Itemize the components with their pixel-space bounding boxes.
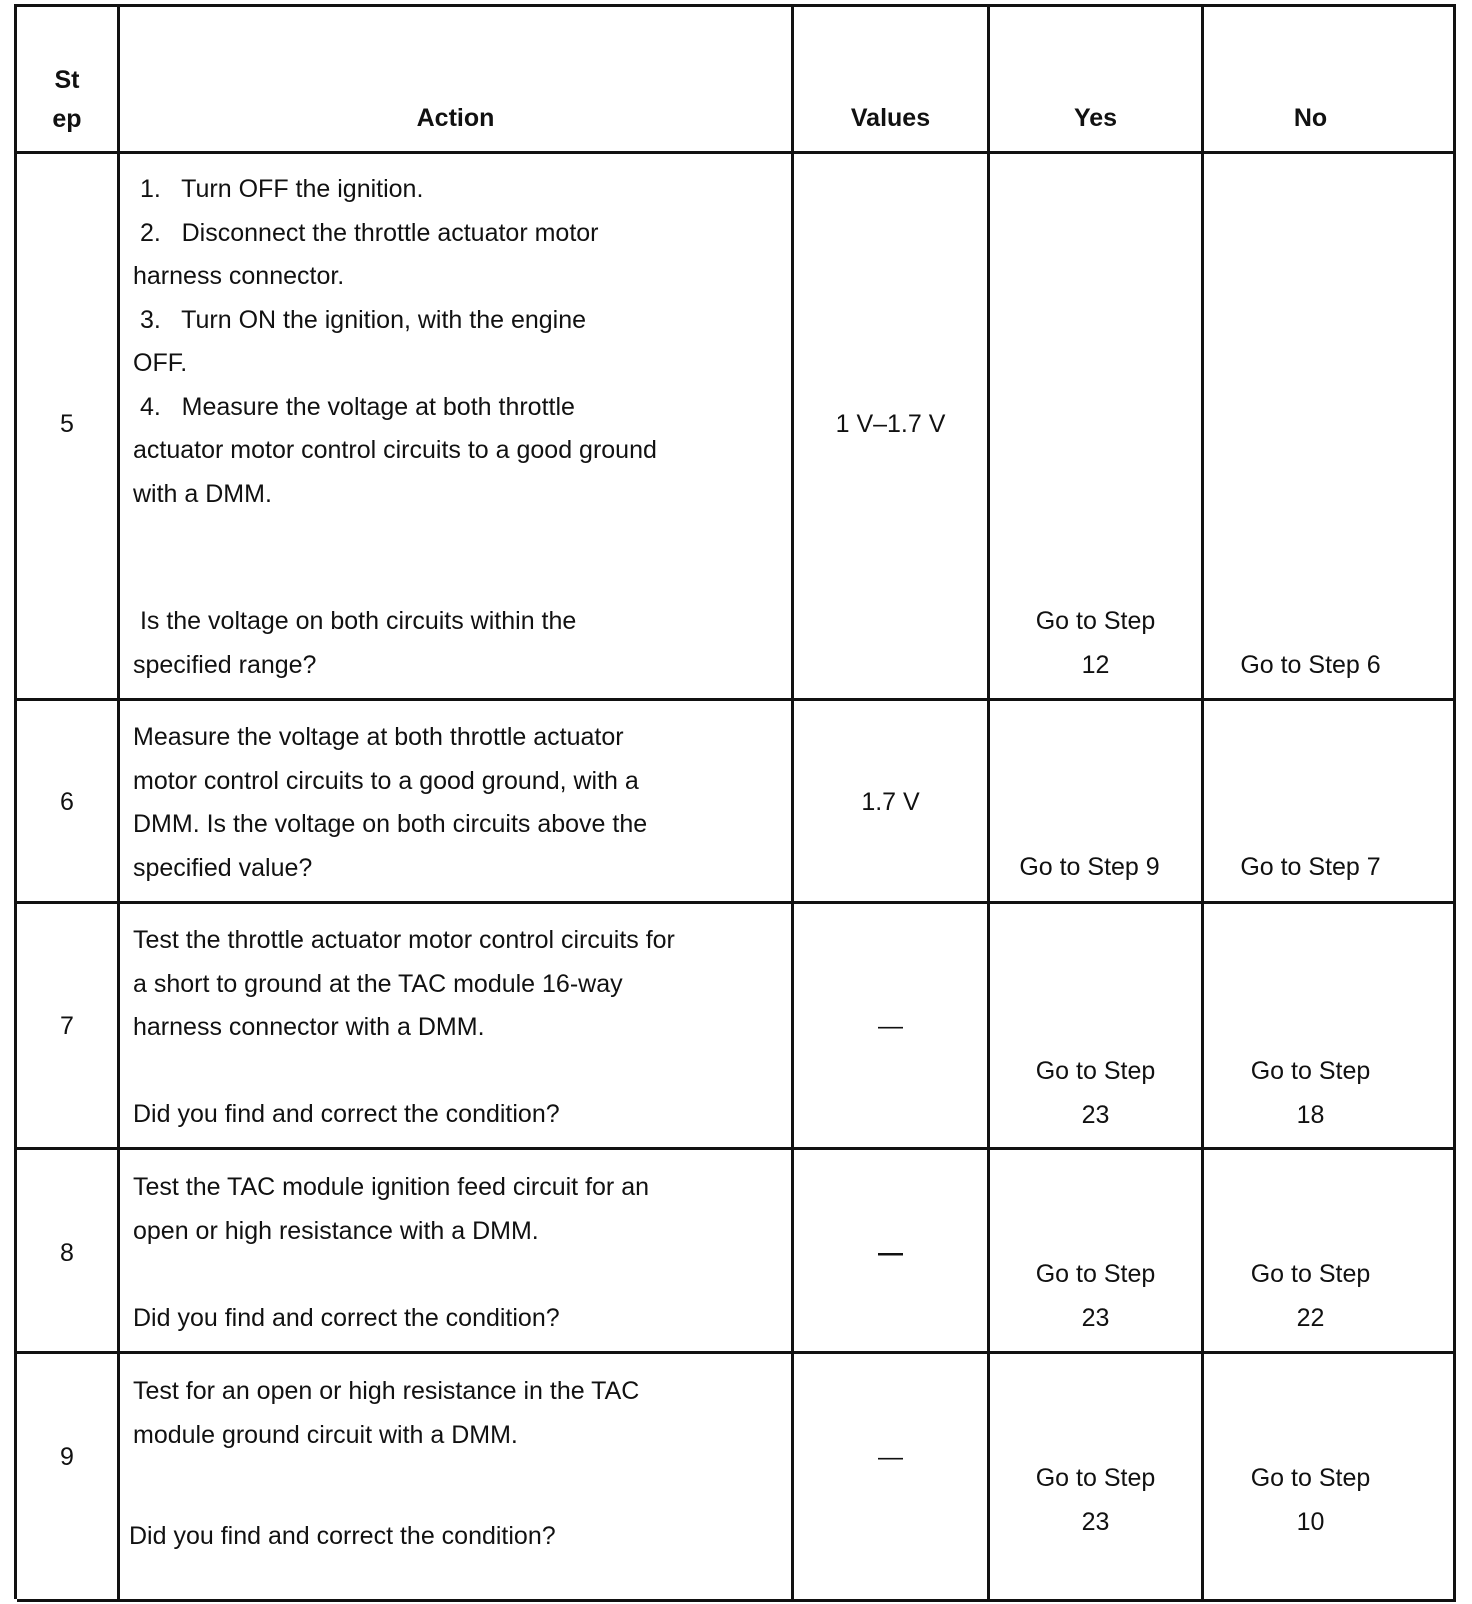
step-number: 5 — [60, 410, 74, 438]
action-question: Is the voltage on both circuits within the specified range? — [133, 607, 577, 679]
table-row — [17, 904, 1456, 1150]
no-cell — [1204, 701, 1456, 904]
action-question: Did you find and correct the condition? — [133, 1304, 560, 1332]
value-text: — — [878, 1239, 903, 1267]
header-values-cell — [794, 7, 990, 154]
action-line: 2. Disconnect the throttle actuator motor — [133, 218, 599, 247]
header-step-cell — [17, 7, 120, 154]
no-cell — [1204, 1150, 1456, 1354]
header-row — [17, 7, 1456, 154]
header-action-cell — [120, 7, 794, 154]
header-no-cell — [1204, 7, 1456, 154]
action-line: actuator motor control circuits to a good ground — [133, 436, 657, 464]
action-text: Test the TAC module ignition feed circuit for an open or high resistance with a DMM. — [133, 1173, 650, 1245]
action-cell — [120, 701, 794, 904]
value-cell — [794, 904, 990, 1150]
value-text: 1.7 V — [861, 788, 920, 816]
yes-cell — [990, 154, 1204, 701]
header-values: Values — [850, 104, 931, 132]
value-cell — [794, 1150, 990, 1354]
value-text: — — [878, 1443, 903, 1471]
diagnostic-table — [14, 4, 1456, 1599]
yes-text: Go to Step 23 — [1035, 1260, 1156, 1332]
action-text: Test for an open or high resistance in the TAC module ground circuit with a DMM. — [133, 1377, 640, 1449]
yes-text: Go to Step 12 — [1035, 607, 1156, 679]
step-cell — [17, 1150, 120, 1354]
yes-text: Go to Step 23 — [1035, 1057, 1156, 1129]
no-text: Go to Step 22 — [1250, 1260, 1371, 1332]
action-question: Did you find and correct the condition? — [133, 1100, 560, 1128]
action-cell — [120, 1150, 794, 1354]
no-text: Go to Step 18 — [1250, 1057, 1371, 1129]
header-step: St ep — [52, 66, 82, 133]
step-number: 8 — [60, 1239, 74, 1267]
action-steps — [133, 168, 657, 516]
yes-text: Go to Step 9 — [1019, 853, 1160, 881]
step-number: 7 — [60, 1012, 74, 1040]
step-number: 9 — [60, 1443, 74, 1471]
table-row — [17, 1150, 1456, 1354]
table-row — [17, 154, 1456, 701]
action-line: 3. Turn ON the ignition, with the engine — [133, 305, 587, 334]
step-cell — [17, 1354, 120, 1602]
table-row — [17, 701, 1456, 904]
action-cell — [120, 904, 794, 1150]
action-line: 4. Measure the voltage at both throttle — [133, 392, 575, 421]
action-cell — [120, 154, 794, 701]
step-number: 6 — [60, 788, 74, 816]
action-line: 1. Turn OFF the ignition. — [133, 175, 424, 203]
value-cell — [794, 701, 990, 904]
action-question: Did you find and correct the condition? — [129, 1522, 556, 1550]
header-no: No — [1293, 104, 1328, 132]
step-cell — [17, 154, 120, 701]
no-cell — [1204, 904, 1456, 1150]
header-yes: Yes — [1073, 104, 1118, 132]
yes-cell — [990, 701, 1204, 904]
action-line: OFF. — [133, 349, 188, 377]
header-action: Action — [416, 104, 495, 132]
yes-text: Go to Step 23 — [1035, 1464, 1156, 1536]
yes-cell — [990, 1150, 1204, 1354]
no-text: Go to Step 6 — [1240, 651, 1381, 679]
action-text: Measure the voltage at both throttle actuator motor control circuits to a good ground, with a DMM. Is the voltage on both circuits above the specified value? — [133, 723, 648, 882]
step-cell — [17, 904, 120, 1150]
value-text: — — [878, 1012, 903, 1040]
yes-cell — [990, 1354, 1204, 1602]
action-cell — [120, 1354, 794, 1602]
action-line: harness connector. — [133, 262, 345, 290]
no-text: Go to Step 7 — [1240, 853, 1381, 881]
action-line: with a DMM. — [133, 479, 272, 508]
action-text: Test the throttle actuator motor control circuits for a short to ground at the TAC module 16-way harness connector with a DMM. — [133, 926, 675, 1041]
yes-cell — [990, 904, 1204, 1150]
value-cell — [794, 1354, 990, 1602]
no-cell — [1204, 154, 1456, 701]
value-cell — [794, 154, 990, 701]
table-row — [17, 1354, 1456, 1602]
no-cell — [1204, 1354, 1456, 1602]
step-cell — [17, 701, 120, 904]
header-yes-cell — [990, 7, 1204, 154]
value-text: 1 V–1.7 V — [835, 410, 946, 438]
no-text: Go to Step 10 — [1250, 1464, 1371, 1536]
